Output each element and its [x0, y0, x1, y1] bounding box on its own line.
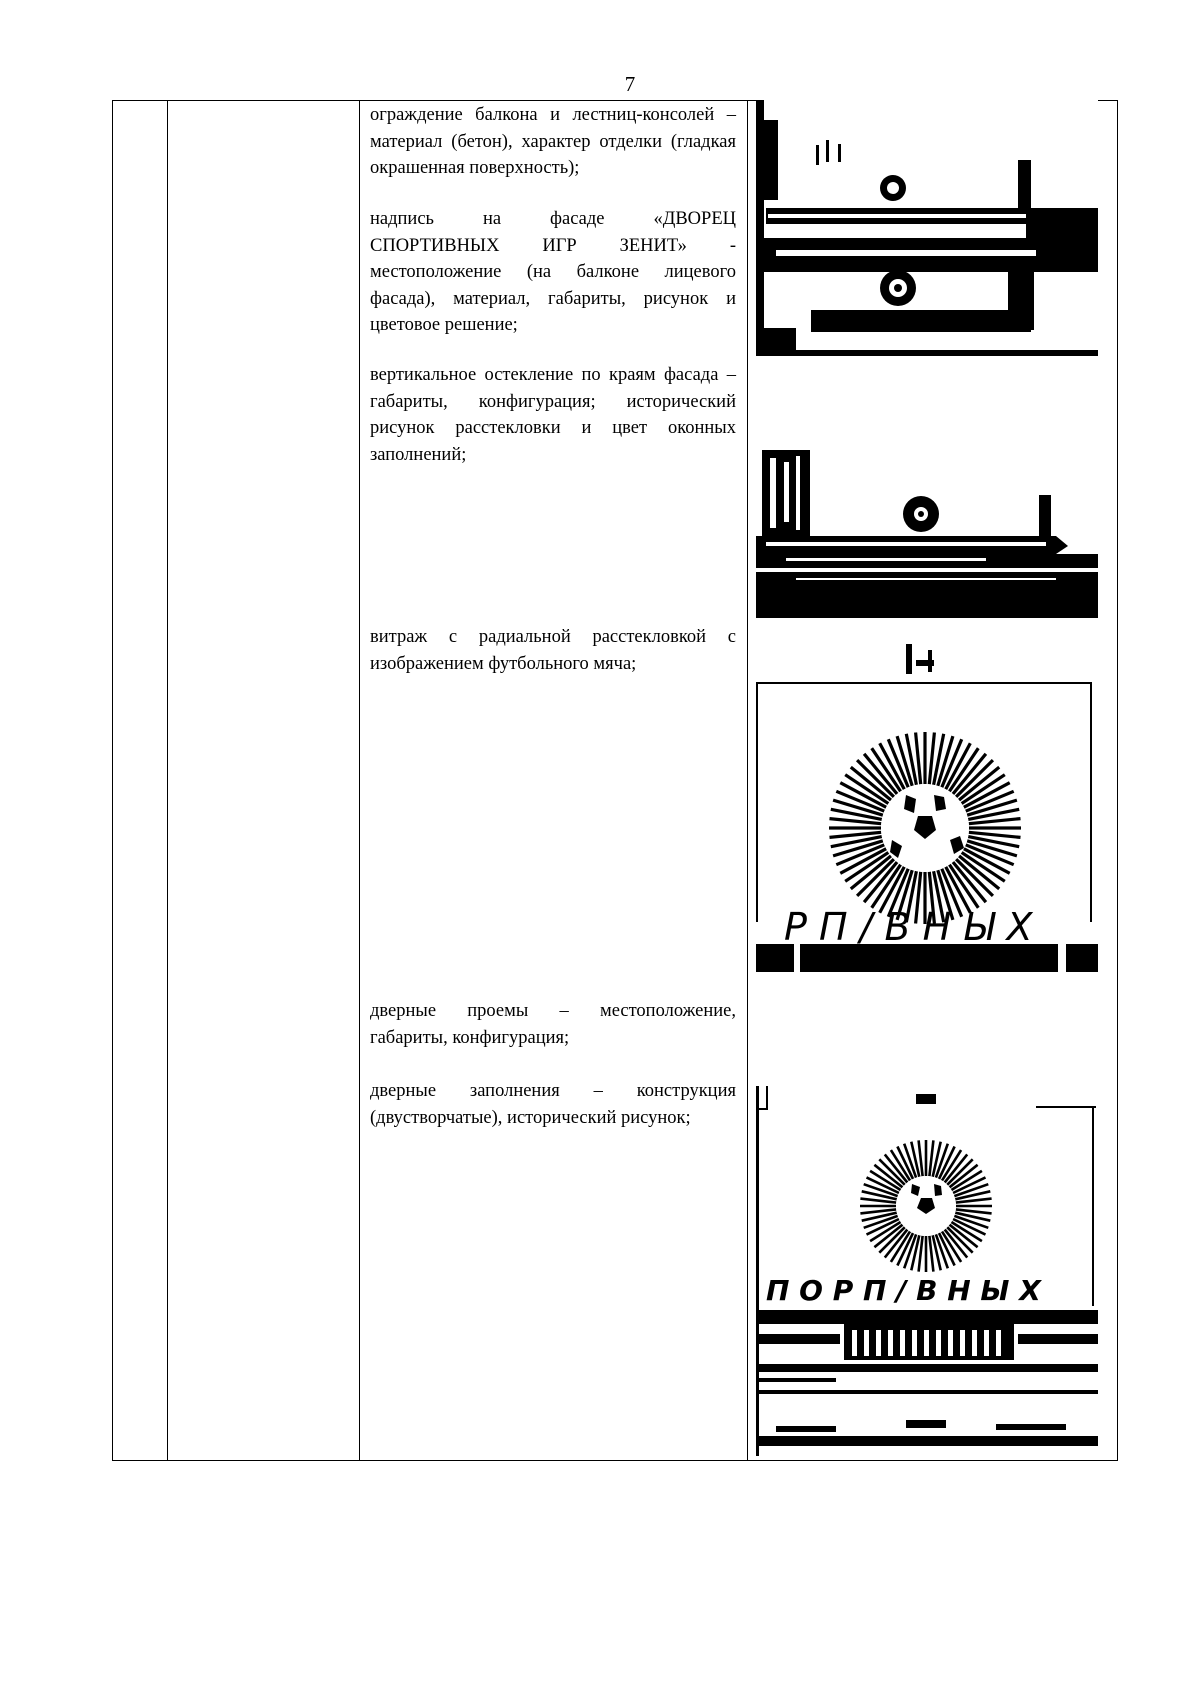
stained-glass-lettering: Р П / В Н Ы Х	[784, 905, 1033, 949]
entry-balcony-railing: ограждение балкона и лестниц-консолей – материал (бетон), характер отделки (гладкая окрашенная поверхность);	[370, 105, 736, 178]
photo-balcony-far	[756, 450, 1098, 618]
entry-door-fillings: дверные заполнения – конструкция (двустворчатые), исторический рисунок;	[370, 1081, 736, 1128]
column-divider	[167, 101, 168, 1460]
entry-facade-inscription: надпись на фасаде «ДВОРЕЦ СПОРТИВНЫХ ИГР ЗЕНИТ» - местоположение (на балконе лицевого фасада), материал, габариты, рисунок и цветовое решение;	[370, 209, 736, 335]
photo-entrance	[756, 1086, 1098, 1456]
photo-stained-glass	[756, 640, 1098, 992]
page-number: 7	[624, 72, 636, 96]
features-text-column	[370, 100, 736, 1460]
entry-door-openings: дверные проемы – местоположение, габариты, конфигурация;	[370, 1001, 736, 1048]
column-divider	[359, 101, 360, 1460]
entry-vertical-glazing: вертикальное остекление по краям фасада – габариты, конфигурация; исторический рисунок расстекловки и цвет оконных заполнений;	[370, 365, 736, 465]
entrance-lettering: П О Р П / В Н Ы Х	[766, 1274, 1041, 1307]
column-divider	[747, 101, 748, 1460]
photo-balcony	[756, 100, 1098, 356]
entry-stained-glass: витраж с радиальной расстекловкой с изображением футбольного мяча;	[370, 627, 736, 674]
